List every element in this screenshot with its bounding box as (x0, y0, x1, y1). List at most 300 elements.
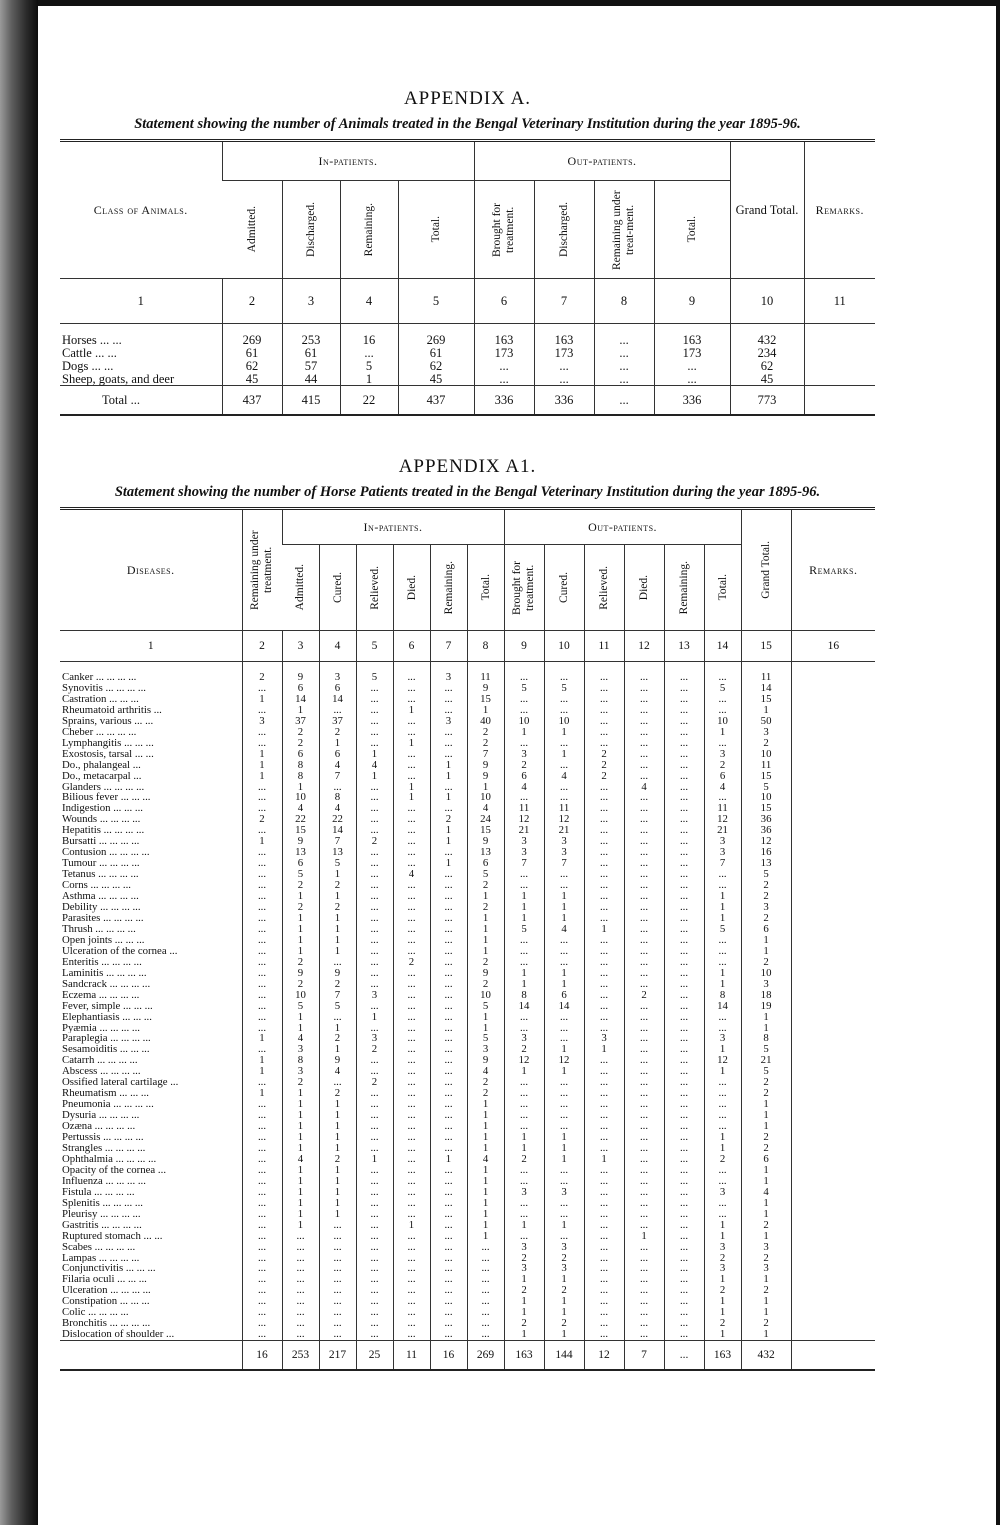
disease-cell: Colic ... ... ... ... (62, 1307, 129, 1319)
table-cell (804, 359, 875, 372)
table-cell: 6 (741, 924, 791, 935)
table-cell: 7 (319, 836, 356, 847)
table-cell: 1 (467, 924, 504, 935)
table-cell: ... (242, 880, 282, 891)
table-cell: ... (584, 968, 624, 979)
table-cell: ... (319, 1242, 356, 1253)
table-cell: ... (242, 1329, 282, 1340)
table-cell: ... (242, 1121, 282, 1132)
table-cell (791, 716, 875, 727)
header-remaining: Remaining. (442, 560, 455, 615)
table-cell (791, 749, 875, 760)
table-cell: 173 (534, 346, 594, 359)
table-cell: ... (356, 782, 393, 793)
table-cell: ... (242, 1023, 282, 1034)
table-cell: 36 (741, 814, 791, 825)
table-cell: 9 (282, 836, 319, 847)
table-cell: 5 (741, 1044, 791, 1055)
table-cell: ... (430, 1044, 467, 1055)
table-cell: ... (393, 1307, 430, 1318)
total-cell: 432 (741, 1341, 791, 1371)
table-row (60, 913, 875, 924)
table-cell: ... (664, 1318, 704, 1329)
table-cell: ... (624, 683, 664, 694)
table-cell: 4 (467, 1066, 504, 1077)
table-cell: ... (624, 803, 664, 814)
table-cell: 36 (741, 825, 791, 836)
table-cell: 12 (504, 1055, 544, 1066)
table-cell: ... (584, 1121, 624, 1132)
table-cell: 12 (704, 814, 741, 825)
table-cell (791, 902, 875, 913)
table-cell: 2 (504, 1154, 544, 1165)
col-number: 2 (242, 631, 282, 662)
table-cell (791, 814, 875, 825)
table-cell: 1 (624, 1231, 664, 1242)
table-cell: ... (242, 891, 282, 902)
table-cell: 1 (242, 836, 282, 847)
table-cell: 1 (544, 1296, 584, 1307)
table-cell: ... (430, 1307, 467, 1318)
table-cell: ... (584, 935, 624, 946)
table-cell: ... (664, 1263, 704, 1274)
table-cell: ... (664, 1231, 704, 1242)
table-row (60, 1220, 875, 1231)
table-cell: 1 (704, 1329, 741, 1340)
table-cell: 1 (504, 968, 544, 979)
disease-cell: Asthma ... ... ... ... (62, 891, 139, 903)
table-cell: ... (664, 705, 704, 716)
table-row (60, 946, 875, 957)
table-cell: 1 (741, 1209, 791, 1220)
table-cell: ... (544, 946, 584, 957)
table-cell: ... (242, 1231, 282, 1242)
table-cell (791, 1132, 875, 1143)
table-cell: ... (654, 359, 730, 372)
table-cell: 37 (319, 716, 356, 727)
table-cell: 21 (704, 825, 741, 836)
table-cell: 1 (467, 705, 504, 716)
table-cell: ... (393, 1077, 430, 1088)
total-cell: 773 (730, 386, 804, 416)
table-cell: ... (504, 738, 544, 749)
table-cell: 1 (393, 792, 430, 803)
total-cell: 7 (624, 1341, 664, 1371)
table-cell: 14 (741, 683, 791, 694)
table-cell: 3 (319, 662, 356, 683)
table-cell: 11 (741, 662, 791, 683)
table-cell: 1 (282, 1187, 319, 1198)
disease-cell: Contusion ... ... ... ... (62, 847, 150, 859)
table-row (60, 1154, 875, 1165)
table-cell: ... (584, 738, 624, 749)
table-cell: 6 (544, 990, 584, 1001)
col-number: 8 (594, 279, 654, 324)
table-cell: 2 (741, 1285, 791, 1296)
table-cell: 15 (467, 825, 504, 836)
table-row (60, 1242, 875, 1253)
table-cell: 1 (319, 1198, 356, 1209)
table-cell: ... (430, 1001, 467, 1012)
table-cell: ... (624, 1012, 664, 1023)
table-row (60, 1209, 875, 1220)
table-cell (791, 891, 875, 902)
table-row (60, 1274, 875, 1285)
table-cell: ... (664, 935, 704, 946)
table-cell: 1 (319, 913, 356, 924)
table-cell: ... (664, 1066, 704, 1077)
disease-cell: Cheber ... ... ... ... (62, 726, 137, 738)
table-cell: 1 (282, 946, 319, 957)
table-cell: ... (594, 372, 654, 386)
table-cell: ... (584, 1055, 624, 1066)
table-cell: ... (704, 1110, 741, 1121)
table-cell: ... (584, 694, 624, 705)
table-cell: ... (356, 1285, 393, 1296)
table-cell: ... (356, 979, 393, 990)
table-cell: 5 (704, 924, 741, 935)
table-cell: ... (624, 1176, 664, 1187)
table-cell: ... (393, 1285, 430, 1296)
table-cell: ... (664, 858, 704, 869)
total-cell: 437 (398, 386, 474, 416)
table-cell: ... (393, 662, 430, 683)
page-right-edge (996, 0, 1000, 1525)
table-cell: ... (504, 705, 544, 716)
table-cell: ... (467, 1296, 504, 1307)
table-cell: 13 (282, 847, 319, 858)
disease-cell: Filaria oculi ... ... ... (62, 1274, 147, 1286)
table-cell: ... (504, 1176, 544, 1187)
table-row (60, 847, 875, 858)
table-cell: ... (624, 880, 664, 891)
table-cell: ... (534, 372, 594, 386)
appendix-a1-table (60, 507, 875, 1371)
table-cell: 1 (504, 891, 544, 902)
table-cell: 62 (222, 359, 282, 372)
table-cell: ... (242, 1198, 282, 1209)
header-remaining-under: Remaining under treat-ment. (611, 189, 636, 270)
disease-cell: Tetanus ... ... ... ... (62, 869, 139, 881)
table-cell: 432 (730, 324, 804, 347)
table-cell: ... (467, 1329, 504, 1340)
table-cell: ... (242, 803, 282, 814)
table-cell: ... (584, 1023, 624, 1034)
table-cell: 1 (282, 1110, 319, 1121)
table-cell: 1 (467, 1187, 504, 1198)
header-grand-total: Grand Total. (730, 141, 804, 279)
table-cell: 2 (584, 771, 624, 782)
table-cell: 7 (704, 858, 741, 869)
table-cell: ... (319, 1263, 356, 1274)
table-cell: ... (624, 869, 664, 880)
total-cell: 16 (242, 1341, 282, 1371)
table-cell: ... (319, 1307, 356, 1318)
table-cell: ... (319, 1296, 356, 1307)
table-cell: ... (664, 1033, 704, 1044)
table-cell (791, 836, 875, 847)
table-row (60, 1099, 875, 1110)
table-cell: ... (664, 880, 704, 891)
table-cell: ... (544, 1012, 584, 1023)
disease-cell: Strangles ... ... ... ... (62, 1142, 146, 1154)
table-cell: ... (624, 1132, 664, 1143)
table-cell (791, 1263, 875, 1274)
table-cell: 2 (467, 1088, 504, 1099)
table-cell: 13 (319, 847, 356, 858)
table-cell: ... (356, 803, 393, 814)
table-cell: 1 (544, 1132, 584, 1143)
table-cell: 12 (741, 836, 791, 847)
table-cell: 1 (544, 979, 584, 990)
table-cell: ... (393, 1263, 430, 1274)
table-cell: ... (544, 760, 584, 771)
table-cell (791, 1121, 875, 1132)
table-cell: 1 (544, 891, 584, 902)
header-in-patients: In-patients. (222, 141, 474, 181)
col-number: 6 (474, 279, 534, 324)
table-cell: 1 (319, 1187, 356, 1198)
table-cell: 5 (340, 359, 398, 372)
table-row (60, 1318, 875, 1329)
table-cell: ... (393, 1088, 430, 1099)
table-cell: 6 (504, 771, 544, 782)
table-cell: 21 (544, 825, 584, 836)
table-cell: ... (356, 880, 393, 891)
table-cell: ... (393, 1253, 430, 1264)
table-cell (791, 1088, 875, 1099)
table-cell: ... (393, 1187, 430, 1198)
table-cell: ... (664, 1001, 704, 1012)
table-cell: ... (282, 1253, 319, 1264)
table-cell: 7 (319, 990, 356, 1001)
table-cell: 61 (222, 346, 282, 359)
table-cell: 6 (282, 749, 319, 760)
table-cell: ... (393, 1274, 430, 1285)
disease-cell: Splenitis ... ... ... ... (62, 1197, 143, 1209)
table-cell: ... (430, 1165, 467, 1176)
disease-cell: Open joints ... ... ... (62, 934, 145, 946)
table-cell: ... (624, 1110, 664, 1121)
table-cell: ... (664, 1012, 704, 1023)
table-cell: ... (242, 1187, 282, 1198)
table-cell: 1 (467, 1023, 504, 1034)
table-cell: 3 (504, 847, 544, 858)
table-cell: ... (664, 738, 704, 749)
disease-cell: Ulceration of the cornea ... (62, 945, 178, 957)
table-cell: ... (242, 727, 282, 738)
table-cell: ... (319, 957, 356, 968)
table-cell: ... (584, 662, 624, 683)
table-cell: 1 (356, 1012, 393, 1023)
table-cell: ... (282, 1307, 319, 1318)
table-cell: ... (624, 792, 664, 803)
table-cell: ... (393, 1198, 430, 1209)
table-cell: ... (664, 1285, 704, 1296)
table-cell: ... (664, 1165, 704, 1176)
table-cell: 1 (741, 705, 791, 716)
table-cell: ... (356, 1121, 393, 1132)
table-cell: 1 (356, 771, 393, 782)
table-cell: ... (624, 662, 664, 683)
table-cell: ... (393, 825, 430, 836)
table-cell: ... (544, 1165, 584, 1176)
table-cell: 1 (504, 1066, 544, 1077)
table-cell: ... (242, 1012, 282, 1023)
table-cell: 7 (319, 771, 356, 782)
table-cell: ... (356, 1187, 393, 1198)
table-cell: ... (624, 727, 664, 738)
table-cell: 1 (741, 1231, 791, 1242)
header-out-patients: Out-patients. (504, 509, 741, 545)
table-cell: 1 (282, 935, 319, 946)
header-cured: Cured. (331, 572, 344, 603)
table-cell: ... (242, 1209, 282, 1220)
table-cell: 1 (282, 1209, 319, 1220)
col-number: 7 (534, 279, 594, 324)
table-cell: 11 (544, 803, 584, 814)
table-cell: ... (704, 662, 741, 683)
table-cell: ... (544, 1198, 584, 1209)
table-cell: ... (624, 1055, 664, 1066)
table-cell: 2 (319, 727, 356, 738)
table-row (60, 924, 875, 935)
table-cell: ... (584, 1307, 624, 1318)
table-cell: 2 (741, 1132, 791, 1143)
table-cell: 1 (504, 1307, 544, 1318)
appendix-a1-rows (60, 662, 875, 1341)
table-cell: 173 (474, 346, 534, 359)
table-cell: 12 (544, 814, 584, 825)
col-number: 4 (340, 279, 398, 324)
table-cell (791, 1023, 875, 1034)
table-cell: ... (242, 1110, 282, 1121)
table-cell: ... (544, 694, 584, 705)
table-cell: ... (242, 1143, 282, 1154)
disease-cell: Wounds ... ... ... ... (62, 814, 141, 826)
table-cell: ... (356, 694, 393, 705)
table-cell: 1 (741, 935, 791, 946)
table-cell (791, 1044, 875, 1055)
col-number: 10 (730, 279, 804, 324)
table-cell (791, 946, 875, 957)
table-row (60, 979, 875, 990)
table-cell: ... (467, 1242, 504, 1253)
table-cell (791, 1001, 875, 1012)
table-cell: 234 (730, 346, 804, 359)
table-cell: 1 (544, 968, 584, 979)
table-cell: ... (594, 346, 654, 359)
table-cell (791, 1110, 875, 1121)
table-row (60, 346, 875, 359)
disease-cell: Bursatti ... ... ... ... (62, 836, 140, 848)
table-cell (791, 1274, 875, 1285)
table-cell: ... (430, 1329, 467, 1340)
total-cell: 217 (319, 1341, 356, 1371)
table-cell: ... (393, 1209, 430, 1220)
table-cell (791, 847, 875, 858)
table-cell: 4 (393, 869, 430, 880)
table-cell: ... (624, 924, 664, 935)
disease-cell: Abscess ... ... ... ... (62, 1066, 141, 1078)
table-cell: 6 (282, 683, 319, 694)
table-cell: ... (430, 1033, 467, 1044)
appendix-a-section (60, 88, 875, 416)
table-cell: ... (282, 1285, 319, 1296)
table-cell: ... (393, 1066, 430, 1077)
header-total-out: Total. (686, 216, 699, 243)
table-cell: ... (624, 1154, 664, 1165)
table-cell: 2 (741, 1220, 791, 1231)
table-cell: 1 (467, 1209, 504, 1220)
col-number: 11 (584, 631, 624, 662)
table-cell: 4 (319, 1066, 356, 1077)
column-number-row (60, 631, 875, 662)
table-cell (791, 1209, 875, 1220)
table-cell: 5 (741, 869, 791, 880)
table-cell (791, 913, 875, 924)
table-cell: 1 (242, 1066, 282, 1077)
disease-cell: Hepatitis ... ... ... ... (62, 825, 145, 837)
table-cell: 1 (741, 1274, 791, 1285)
total-cell: ... (664, 1341, 704, 1371)
table-cell: ... (504, 1023, 544, 1034)
disease-cell: Opacity of the cornea ... (62, 1164, 167, 1176)
table-cell: 5 (319, 1001, 356, 1012)
table-cell: ... (393, 891, 430, 902)
table-cell: ... (356, 1220, 393, 1231)
table-cell: 1 (467, 935, 504, 946)
table-cell: 11 (467, 662, 504, 683)
table-cell: 1 (282, 1220, 319, 1231)
total-cell: 16 (430, 1341, 467, 1371)
table-cell: 62 (730, 359, 804, 372)
table-cell: 1 (704, 727, 741, 738)
table-cell: ... (624, 979, 664, 990)
table-cell: 2 (430, 814, 467, 825)
table-cell: 2 (282, 1077, 319, 1088)
table-cell: 3 (704, 1033, 741, 1044)
disease-cell: Thrush ... ... ... ... (62, 923, 136, 935)
table-cell: ... (504, 1165, 544, 1176)
table-cell (791, 979, 875, 990)
table-cell: ... (544, 792, 584, 803)
table-cell: 7 (544, 858, 584, 869)
table-cell: ... (430, 1176, 467, 1187)
table-cell: 3 (544, 836, 584, 847)
table-cell: ... (664, 814, 704, 825)
table-cell (804, 346, 875, 359)
header-total-in: Total. (479, 574, 492, 601)
table-cell: ... (340, 346, 398, 359)
disease-cell: Castration ... ... ... (62, 693, 139, 705)
table-cell: ... (584, 1220, 624, 1231)
table-row (60, 990, 875, 1001)
table-cell: 4 (741, 1187, 791, 1198)
table-cell: ... (467, 1285, 504, 1296)
table-cell: ... (624, 1242, 664, 1253)
table-cell: 10 (467, 990, 504, 1001)
col-number: 1 (60, 631, 242, 662)
disease-cell: Do., metacarpal ... (62, 770, 142, 782)
total-cell: 253 (282, 1341, 319, 1371)
total-cell: 336 (654, 386, 730, 416)
table-cell: ... (242, 902, 282, 913)
table-cell: 1 (319, 1110, 356, 1121)
col-number: 9 (504, 631, 544, 662)
header-remaining-under: Remaining under treatment. (249, 530, 274, 610)
table-cell: 1 (741, 1165, 791, 1176)
